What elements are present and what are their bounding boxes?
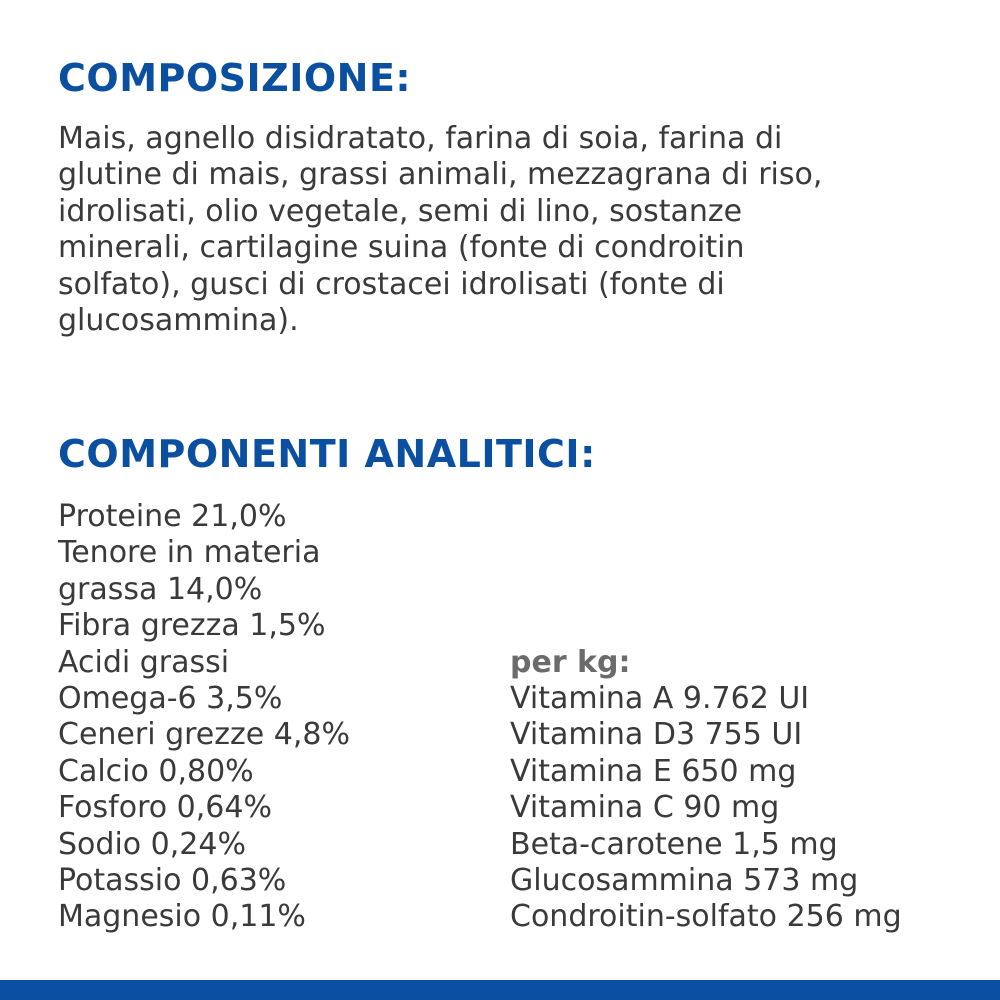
analytical-heading: COMPONENTI ANALITICI: [58, 432, 596, 476]
per-kg-item: Vitamina D3 755 UI [510, 717, 803, 753]
per-kg-item: Condroitin-solfato 256 mg [510, 899, 902, 935]
per-kg-item: Beta-carotene 1,5 mg [510, 826, 838, 862]
analytical-item: Potassio 0,63% [58, 863, 287, 899]
analytical-item: Acidi grassi [58, 644, 230, 680]
per-kg-item: Glucosammina 573 mg [510, 863, 859, 899]
per-kg-list [510, 681, 902, 936]
analytical-item: Proteine 21,0% [58, 499, 287, 534]
analytical-item: Fosforo 0,64% [58, 790, 272, 826]
analytical-item: Sodio 0,24% [58, 826, 246, 862]
analytical-item: Tenore in materia [58, 535, 321, 571]
composition-line: glutine di mais, grassi animali, mezzagrana di riso, [58, 157, 823, 193]
composition-line: solfato), gusci di crostacei idrolisati (fonte di [58, 266, 725, 302]
analytical-item: Fibra grezza 1,5% [58, 608, 326, 644]
composition-line: Mais, agnello disidratato, farina di soia, farina di [58, 121, 783, 156]
analytical-list [58, 499, 350, 936]
composition-line: minerali, cartilagine suina (fonte di condroitin [58, 230, 745, 266]
composition-heading: COMPOSIZIONE: [58, 56, 412, 100]
composition-line: idrolisati, olio vegetale, semi di lino, sostanze [58, 193, 743, 229]
composition-line: glucosammina). [58, 303, 299, 339]
per-kg-heading: per kg: [510, 645, 631, 680]
per-kg-item: Vitamina E 650 mg [510, 753, 797, 789]
analytical-item: Magnesio 0,11% [58, 899, 306, 935]
composition-text [58, 121, 958, 339]
analytical-item: grassa 14,0% [58, 571, 263, 607]
bottom-color-band [0, 980, 1000, 1000]
per-kg-item: Vitamina A 9.762 UI [510, 681, 810, 716]
analytical-item: Calcio 0,80% [58, 753, 254, 789]
analytical-item: Ceneri grezze 4,8% [58, 717, 350, 753]
analytical-item: Omega-6 3,5% [58, 681, 283, 717]
per-kg-item: Vitamina C 90 mg [510, 790, 780, 826]
